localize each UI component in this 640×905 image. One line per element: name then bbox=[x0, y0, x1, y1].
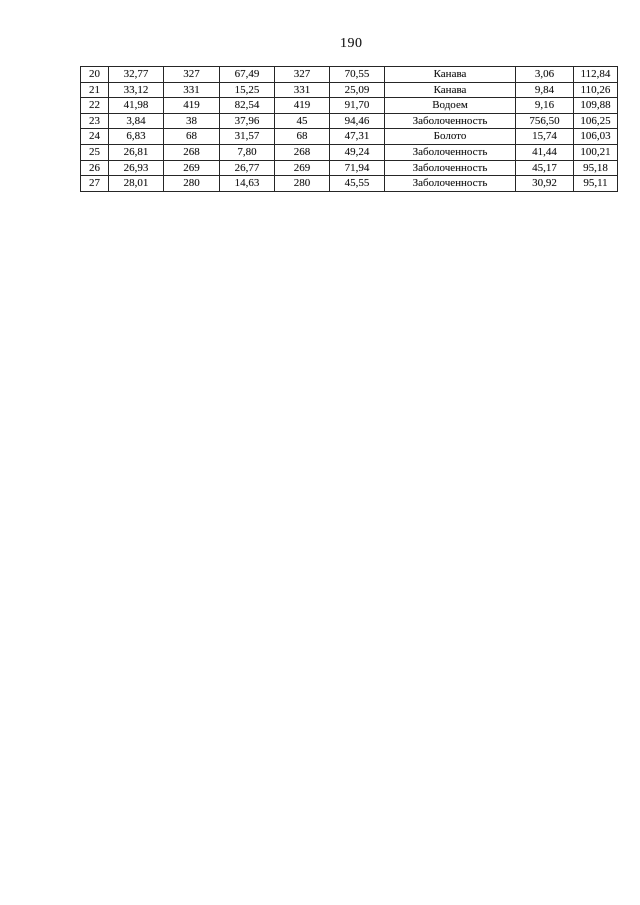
table-cell: 32,77 bbox=[109, 67, 164, 83]
table-cell: 7,80 bbox=[220, 144, 275, 160]
table-cell: 37,96 bbox=[220, 113, 275, 129]
table-cell: 26 bbox=[81, 160, 109, 176]
table-row bbox=[81, 113, 618, 129]
table-cell: 95,18 bbox=[574, 160, 618, 176]
table-cell: 70,55 bbox=[330, 67, 385, 83]
table-cell: 22 bbox=[81, 98, 109, 114]
table-cell: 38 bbox=[164, 113, 220, 129]
table-cell: 95,11 bbox=[574, 176, 618, 192]
table-cell: 82,54 bbox=[220, 98, 275, 114]
table-cell: 68 bbox=[275, 129, 330, 145]
table-cell: 14,63 bbox=[220, 176, 275, 192]
table-cell: 26,93 bbox=[109, 160, 164, 176]
table-cell: Заболоченность bbox=[385, 176, 516, 192]
table-row bbox=[81, 98, 618, 114]
table-cell: 419 bbox=[164, 98, 220, 114]
table-cell: 45,17 bbox=[516, 160, 574, 176]
table-cell: 68 bbox=[164, 129, 220, 145]
table-cell: 280 bbox=[275, 176, 330, 192]
table-cell: 327 bbox=[164, 67, 220, 83]
table-cell: 3,06 bbox=[516, 67, 574, 83]
table-cell: 31,57 bbox=[220, 129, 275, 145]
table-cell: 110,26 bbox=[574, 82, 618, 98]
table-cell: 3,84 bbox=[109, 113, 164, 129]
table-cell: 41,44 bbox=[516, 144, 574, 160]
table-cell: 21 bbox=[81, 82, 109, 98]
table-cell: Заболоченность bbox=[385, 144, 516, 160]
table-cell: 67,49 bbox=[220, 67, 275, 83]
table-cell: 419 bbox=[275, 98, 330, 114]
table-cell: 331 bbox=[164, 82, 220, 98]
table-cell: 9,84 bbox=[516, 82, 574, 98]
table-cell: 71,94 bbox=[330, 160, 385, 176]
table-cell: 269 bbox=[164, 160, 220, 176]
table-cell: 33,12 bbox=[109, 82, 164, 98]
table-cell: Канава bbox=[385, 67, 516, 83]
table-body bbox=[81, 67, 618, 192]
table-cell: 106,25 bbox=[574, 113, 618, 129]
table-cell: 15,74 bbox=[516, 129, 574, 145]
table-row bbox=[81, 82, 618, 98]
table-cell: 25,09 bbox=[330, 82, 385, 98]
table-cell: 20 bbox=[81, 67, 109, 83]
page-number: 190 bbox=[340, 36, 363, 51]
table-cell: 28,01 bbox=[109, 176, 164, 192]
table-cell: Канава bbox=[385, 82, 516, 98]
table-cell: 756,50 bbox=[516, 113, 574, 129]
table-cell: 27 bbox=[81, 176, 109, 192]
table-row bbox=[81, 144, 618, 160]
data-table bbox=[80, 66, 618, 192]
table-cell: 331 bbox=[275, 82, 330, 98]
table-cell: 268 bbox=[275, 144, 330, 160]
table-cell: 45 bbox=[275, 113, 330, 129]
table-cell: 41,98 bbox=[109, 98, 164, 114]
table-cell: 30,92 bbox=[516, 176, 574, 192]
table-cell: 6,83 bbox=[109, 129, 164, 145]
table-cell: Водоем bbox=[385, 98, 516, 114]
table-cell: 269 bbox=[275, 160, 330, 176]
table-cell: 26,77 bbox=[220, 160, 275, 176]
table-cell: 23 bbox=[81, 113, 109, 129]
table-row bbox=[81, 67, 618, 83]
table-cell: 45,55 bbox=[330, 176, 385, 192]
table-cell: 327 bbox=[275, 67, 330, 83]
table-cell: 268 bbox=[164, 144, 220, 160]
table-cell: 94,46 bbox=[330, 113, 385, 129]
table-cell: 15,25 bbox=[220, 82, 275, 98]
table-cell: Заболоченность bbox=[385, 160, 516, 176]
table-cell: 24 bbox=[81, 129, 109, 145]
table-cell: 49,24 bbox=[330, 144, 385, 160]
table-cell: Болото bbox=[385, 129, 516, 145]
table-cell: 26,81 bbox=[109, 144, 164, 160]
table-cell: 109,88 bbox=[574, 98, 618, 114]
table-cell: 100,21 bbox=[574, 144, 618, 160]
table-cell: Заболоченность bbox=[385, 113, 516, 129]
table-cell: 280 bbox=[164, 176, 220, 192]
table-row bbox=[81, 176, 618, 192]
table-cell: 47,31 bbox=[330, 129, 385, 145]
table-row bbox=[81, 129, 618, 145]
table-cell: 9,16 bbox=[516, 98, 574, 114]
table-cell: 91,70 bbox=[330, 98, 385, 114]
table-cell: 106,03 bbox=[574, 129, 618, 145]
table-cell: 112,84 bbox=[574, 67, 618, 83]
table-row bbox=[81, 160, 618, 176]
table-cell: 25 bbox=[81, 144, 109, 160]
